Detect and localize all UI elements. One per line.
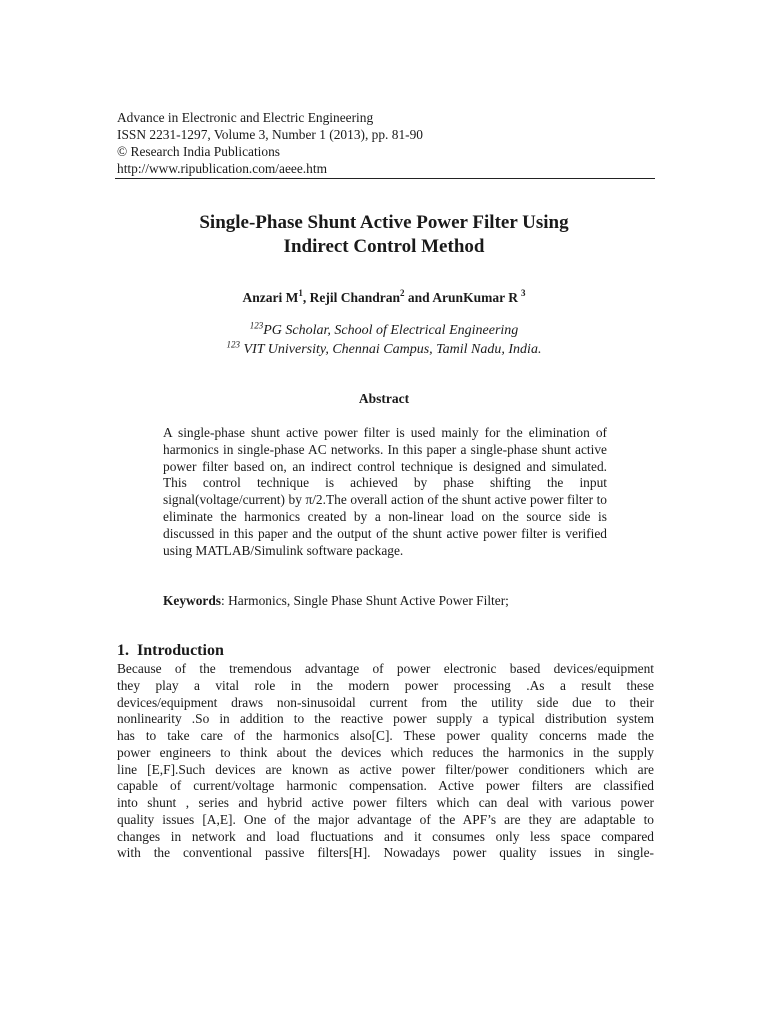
keywords [163, 592, 623, 609]
abstract-heading: Abstract [358, 391, 410, 406]
paragraph-line: Because of the tremendous advantage of power electronic based devices/equipment [117, 661, 654, 676]
abstract-body: A single-phase shunt active power filter is used mainly for the elimination of harmonics in single-phase AC networks. In this paper a single-phase shunt active power filter based on, an indirect control technique is designed and simulated. This control technique is achieved by phase shifting the input signal(voltage/current) by π/2.The overall action of the shunt active power filter to eliminate the harmonics created by a non-linear load on the source side is discussed in this paper and the output of the shunt active power filter is verified using MATLAB/Simulink software package. [163, 425, 607, 558]
affiliation [84, 321, 684, 359]
paragraph-line: into shunt , series and hybrid active power filters which can deal with various power [117, 795, 654, 810]
author-3-affiliation-mark: 3 [520, 287, 526, 298]
author-1: Anzari M [242, 290, 299, 305]
author-separator: , [302, 290, 310, 305]
paragraph-line: devices/equipment draws non-sinusoidal current from the utility side due to their [117, 694, 654, 710]
author-1-affiliation-mark: 1 [298, 287, 303, 298]
paragraph-line: has to take care of the harmonics also[C]. These power quality concerns made the [117, 728, 654, 743]
paper-title-line-2: Indirect Control Method [283, 236, 485, 257]
paragraph-line: changes in network and load fluctuations and it consumes only less space compared [117, 828, 654, 844]
paragraph-line: nonlinearity .So in addition to the reactive power supply a typical distribution system [117, 711, 654, 727]
author-list [84, 289, 684, 307]
author-2: Rejil Chandran [309, 290, 401, 305]
affiliation-mark: 123 [226, 339, 241, 350]
keywords-label: Keywords [163, 593, 222, 608]
section-heading-introduction: 1. Introduction [117, 642, 224, 659]
journal-header [117, 109, 655, 177]
keywords-text: : Harmonics, Single Phase Shunt Active Power Filter; [221, 593, 509, 608]
author-2-affiliation-mark: 2 [400, 287, 405, 298]
affiliation-mark: 123 [249, 320, 264, 331]
journal-name: Advance in Electronic and Electric Engineering [117, 110, 374, 125]
paragraph-line: power engineers to think about the devices which reduces the harmonics in the supply [117, 744, 654, 760]
journal-issn: ISSN 2231-1297, Volume 3, Number 1 (2013), pp. 81-90 [117, 127, 423, 142]
author-separator-and: and [404, 290, 433, 305]
introduction-body [117, 661, 654, 862]
paragraph-line: quality issues [A,E]. One of the major advantage of the APF’s are they are adaptable to [117, 811, 654, 827]
paragraph-line: with the conventional passive filters[H]. Nowadays power quality issues in single- [117, 845, 654, 861]
paragraph-line: they play a vital role in the modern power processing .As a result these [117, 677, 654, 693]
header-divider [115, 178, 655, 179]
affiliation-line-1: $^{123}$PG Scholar, School of Electrical Engineering [249, 320, 519, 338]
journal-url[interactable]: http://www.ripublication.com/aeee.htm [117, 161, 327, 176]
paper-title-line-1: Single-Phase Shunt Active Power Filter Using [199, 212, 569, 233]
author-3: ArunKumar R [432, 290, 518, 305]
journal-publisher: © Research India Publications [117, 144, 281, 159]
affiliation-line-2: $^{123}$ VIT University, Chennai Campus, Tamil Nadu, India. [226, 339, 542, 357]
paragraph-line: capable of current/voltage harmonic compensation. Active power filters are classified [117, 778, 654, 794]
paper-title [84, 211, 684, 259]
paragraph-line: line [E,F].Such devices are known as active power filter/power conditioners which are [117, 761, 654, 777]
